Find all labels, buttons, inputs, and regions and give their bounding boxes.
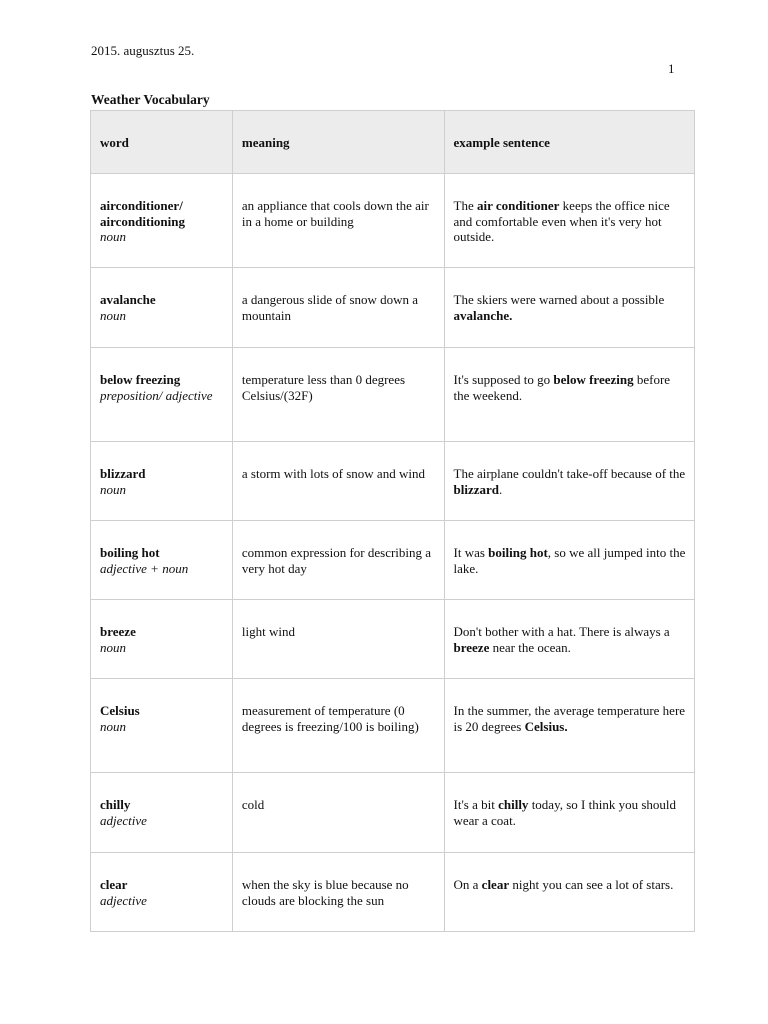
part-of-speech: noun [100, 229, 126, 244]
document-title: Weather Vocabulary [91, 92, 210, 107]
highlighted-word: chilly [498, 797, 529, 812]
table-row [91, 773, 695, 853]
page-number: 1 [668, 61, 675, 76]
document-date: 2015. augusztus 25. [91, 43, 195, 58]
vocab-word: Celsius [100, 703, 140, 718]
example-cell: The airplane couldn't take-off because of the blizzard. [444, 442, 695, 521]
vocab-word: blizzard [100, 466, 146, 481]
table-row [91, 174, 695, 268]
vocab-word: below freezing [100, 372, 181, 387]
example-cell: The air conditioner keeps the office nice and comfortable even when it's very hot outside. [444, 174, 695, 268]
example-cell: It's supposed to go below freezing before the weekend. [444, 348, 695, 442]
word-cell [91, 348, 233, 442]
part-of-speech: preposition/ adjective [100, 387, 213, 403]
vocab-word: breeze [100, 624, 136, 639]
vocab-word: airconditioner/ airconditioning [100, 198, 186, 229]
word-cell [91, 174, 233, 268]
word-cell [91, 521, 233, 600]
word-cell [91, 600, 233, 679]
meaning-cell: light wind [232, 600, 444, 679]
table-row [91, 600, 695, 679]
example-cell: It was boiling hot, so we all jumped into the lake. [444, 521, 695, 600]
highlighted-word: Celsius. [524, 718, 568, 734]
vocab-word: avalanche [100, 292, 156, 307]
part-of-speech: adjective + noun [100, 560, 189, 576]
table-header-row [91, 111, 695, 174]
meaning-cell: a storm with lots of snow and wind [232, 442, 444, 521]
table-row [91, 521, 695, 600]
example-cell: In the summer, the average temperature here is 20 degrees Celsius. [444, 679, 695, 773]
part-of-speech: adjective [100, 812, 147, 828]
highlighted-word: clear [481, 877, 510, 892]
meaning-cell: temperature less than 0 degrees Celsius/(32F) [232, 348, 444, 442]
part-of-speech: noun [100, 481, 126, 497]
example-cell: It's a bit chilly today, so I think you should wear a coat. [444, 773, 695, 853]
highlighted-word: avalanche. [453, 307, 513, 323]
part-of-speech: noun [100, 307, 126, 323]
word-cell [91, 853, 233, 932]
highlighted-word: below freezing [553, 372, 634, 387]
table-row [91, 348, 695, 442]
column-header-word: word [91, 111, 233, 174]
column-header-meaning: meaning [232, 111, 444, 174]
vocab-word: clear [100, 877, 128, 892]
vocab-word: chilly [100, 797, 131, 812]
meaning-cell: cold [232, 773, 444, 853]
word-cell [91, 773, 233, 853]
table-row [91, 679, 695, 773]
table-row [91, 442, 695, 521]
example-cell: On a clear night you can see a lot of stars. [444, 853, 695, 932]
word-cell [91, 679, 233, 773]
part-of-speech: adjective [100, 892, 147, 908]
meaning-cell: an appliance that cools down the air in a home or building [232, 174, 444, 268]
highlighted-word: boiling hot [488, 545, 548, 560]
meaning-cell: when the sky is blue because no clouds are blocking the sun [232, 853, 444, 932]
word-cell [91, 268, 233, 348]
vocabulary-table [90, 110, 695, 932]
table-row [91, 853, 695, 932]
meaning-cell: a dangerous slide of snow down a mountain [232, 268, 444, 348]
vocab-word: boiling hot [100, 545, 160, 560]
part-of-speech: noun [100, 718, 126, 734]
example-cell: The skiers were warned about a possible avalanche. [444, 268, 695, 348]
table-row [91, 268, 695, 348]
highlighted-word: blizzard [453, 481, 499, 497]
meaning-cell: measurement of temperature (0 degrees is freezing/100 is boiling) [232, 679, 444, 773]
word-cell [91, 442, 233, 521]
part-of-speech: noun [100, 639, 126, 655]
highlighted-word: breeze [453, 639, 490, 655]
example-cell: Don't bother with a hat. There is always a breeze near the ocean. [444, 600, 695, 679]
column-header-example: example sentence [444, 111, 695, 174]
meaning-cell: common expression for describing a very hot day [232, 521, 444, 600]
highlighted-word: air conditioner [476, 198, 560, 213]
